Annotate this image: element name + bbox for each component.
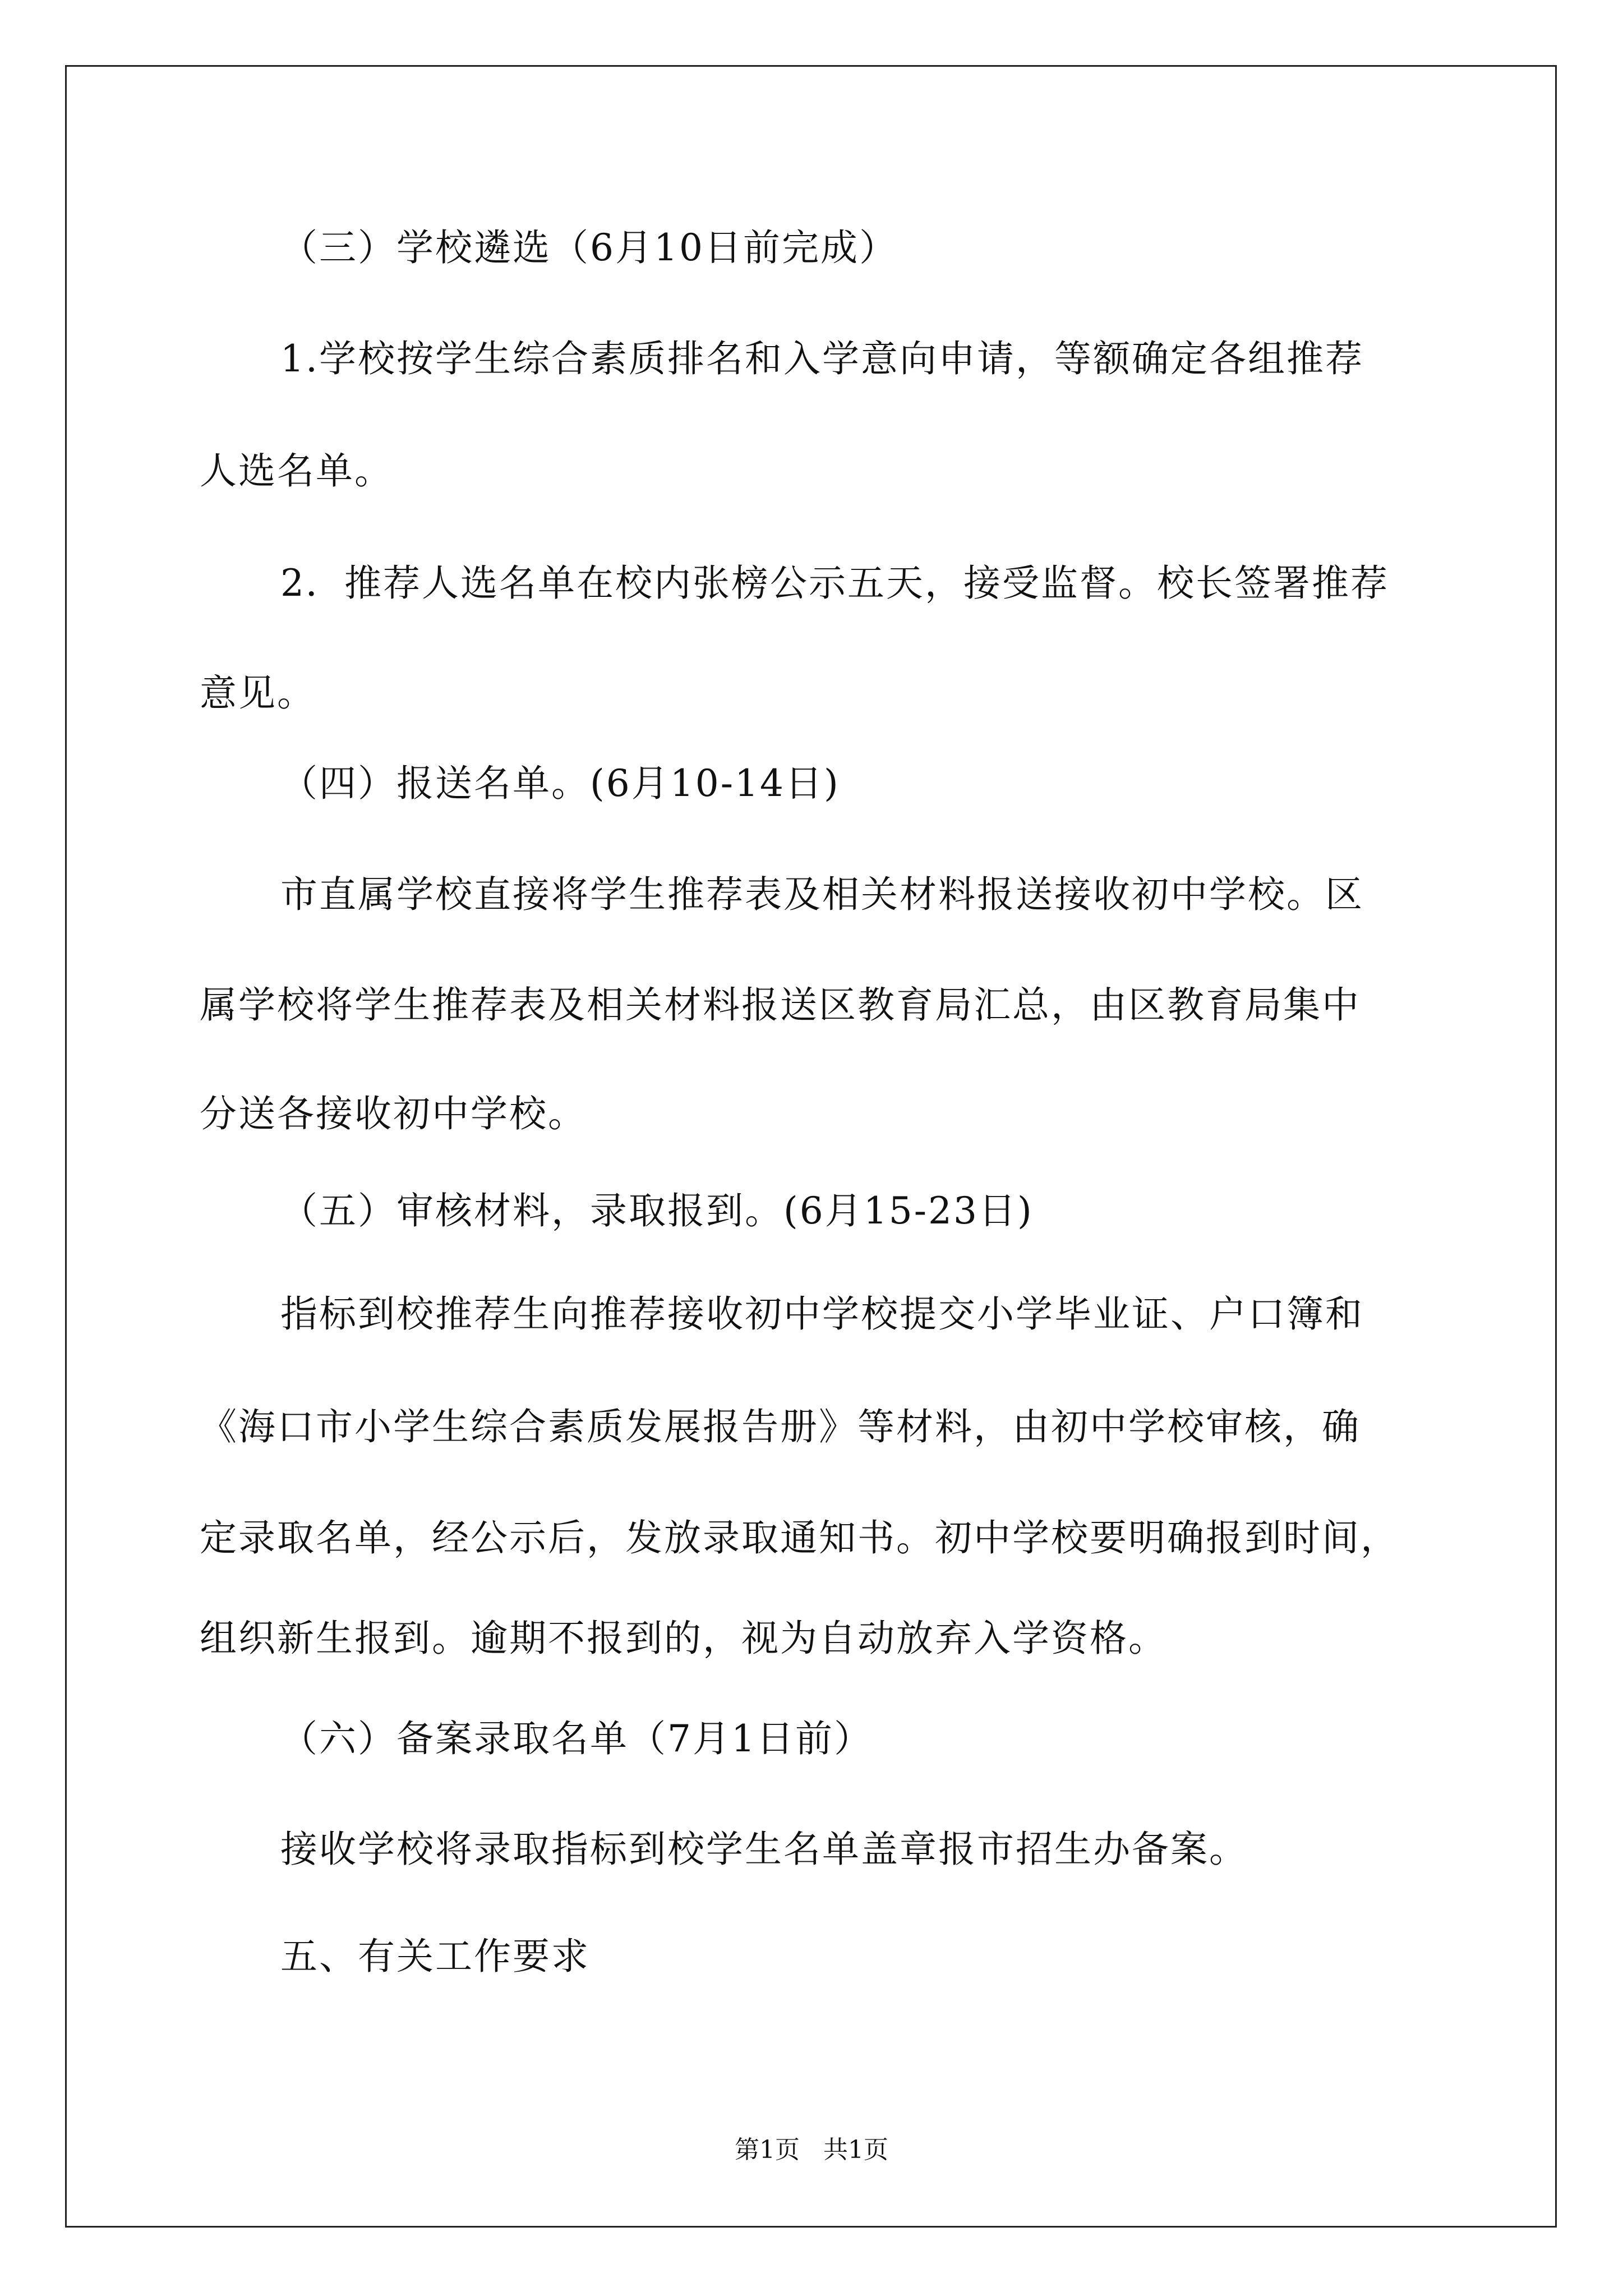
- paragraph-line: 接收学校将录取指标到校学生名单盖章报市招生办备案。: [280, 1828, 1248, 1871]
- paragraph-line: 组织新生报到。逾期不报到的，视为自动放弃入学资格。: [200, 1617, 1167, 1660]
- paragraph-line: 定录取名单，经公示后，发放录取通知书。初中学校要明确报到时间，: [200, 1516, 1399, 1559]
- paragraph-line: 指标到校推荐生向推荐接收初中学校提交小学毕业证、户口簿和: [280, 1292, 1364, 1336]
- page-number-footer: 第1页 共1页: [735, 2136, 888, 2164]
- paragraph-line: 属学校将学生推荐表及相关材料报送区教育局汇总，由区教育局集中: [200, 983, 1361, 1027]
- paragraph-line: 《海口市小学生综合素质发展报告册》等材料，由初中学校审核，确: [200, 1405, 1361, 1448]
- page-border: [65, 65, 1557, 2228]
- heading-review-materials: （五）审核材料，录取报到。(6月15-23日): [280, 1189, 1034, 1232]
- paragraph-line: 1.学校按学生综合素质排名和入学意向申请，等额确定各组推荐: [280, 337, 1364, 380]
- heading-school-selection: （三）学校遴选（6月10日前完成）: [280, 226, 898, 269]
- paragraph-line: 分送各接收初中学校。: [200, 1092, 587, 1135]
- paragraph-line: 2．推荐人选名单在校内张榜公示五天，接受监督。校长签署推荐: [280, 562, 1389, 605]
- paragraph-line: 人选名单。: [200, 449, 393, 493]
- paragraph-line: 市直属学校直接将学生推荐表及相关材料报送接收初中学校。区: [280, 873, 1364, 916]
- heading-submit-list: （四）报送名单。(6月10-14日): [280, 762, 840, 805]
- paragraph-line: 意见。: [200, 671, 316, 715]
- heading-record-admission: （六）备案录取名单（7月1日前）: [280, 1717, 873, 1760]
- heading-work-requirements: 五、有关工作要求: [280, 1935, 590, 1978]
